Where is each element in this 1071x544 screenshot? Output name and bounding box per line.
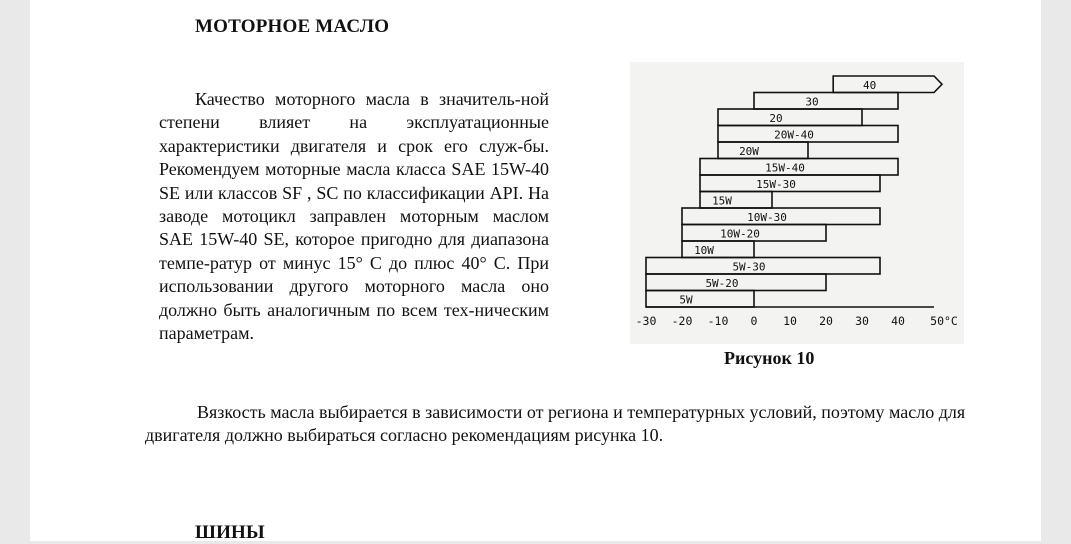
viscosity-chart-svg	[630, 62, 964, 344]
x-tick-label: -20	[671, 314, 693, 328]
range-bar-label: 15W-30	[756, 178, 796, 191]
x-tick-label: 20	[819, 314, 833, 328]
range-bar-label: 20W-40	[774, 128, 814, 142]
x-tick-label: -10	[707, 314, 729, 328]
engine-oil-paragraph: Качество моторного масла в значитель-ной степени влияет на эксплуатационные характеристики двигателя и срок его служ-бы. Рекомендуем моторные масла класса SAE 15W-40 SE или классов SF , SC по классификации API. На заводе мотоцикл заправлен моторным маслом SAE 15W-40 SE, которое пригодно для диапазона темпе-ратур от минус 15° С до плюс 40° С. При использовании другого моторного масла оно должно быть аналогичным по всем тех-ническим параметрам.	[159, 89, 549, 344]
range-bar	[718, 142, 808, 159]
range-bar-label: 20	[769, 112, 783, 125]
range-bar-label: 10W-20	[720, 227, 760, 241]
range-bar-label: 5W-20	[705, 277, 739, 290]
range-bar-label: 30	[805, 95, 819, 109]
x-tick-label: 50°C	[930, 314, 958, 328]
x-tick-label: 10	[783, 314, 797, 328]
range-bar	[682, 241, 754, 258]
document-page	[30, 0, 1041, 541]
section-title-tires: ШИНЫ	[195, 522, 265, 543]
range-bar	[646, 291, 754, 308]
range-bar	[700, 192, 772, 209]
range-bar-label: 5W-30	[732, 260, 766, 274]
range-bar-label: 20W	[739, 145, 759, 158]
range-bar-label: 15W-40	[765, 161, 805, 175]
x-tick-label: -30	[635, 314, 657, 328]
range-bar	[833, 76, 942, 93]
range-bar-label: 40	[862, 79, 877, 92]
range-bar	[718, 109, 862, 126]
x-tick-label: 0	[750, 314, 758, 328]
x-tick-label: 40	[891, 314, 905, 328]
range-bar-label: 10W-30	[747, 211, 787, 224]
viscosity-paragraph: Вязкость масла выбирается в зависимости от региона и температурных условий, поэтому масло для двигателя должно выбираться согласно рекомендациям рисунка 10.	[145, 402, 966, 446]
range-bar-label: 5W	[679, 293, 693, 307]
range-bar-label: 15W	[712, 194, 732, 208]
range-bar-label: 10W	[694, 244, 714, 257]
range-bar	[754, 93, 898, 110]
figure-caption: Рисунок 10	[724, 348, 815, 368]
section-title-engine-oil: МОТОРНОЕ МАСЛО	[195, 16, 390, 37]
x-tick-label: 30	[855, 314, 869, 328]
viscosity-chart	[630, 62, 964, 344]
